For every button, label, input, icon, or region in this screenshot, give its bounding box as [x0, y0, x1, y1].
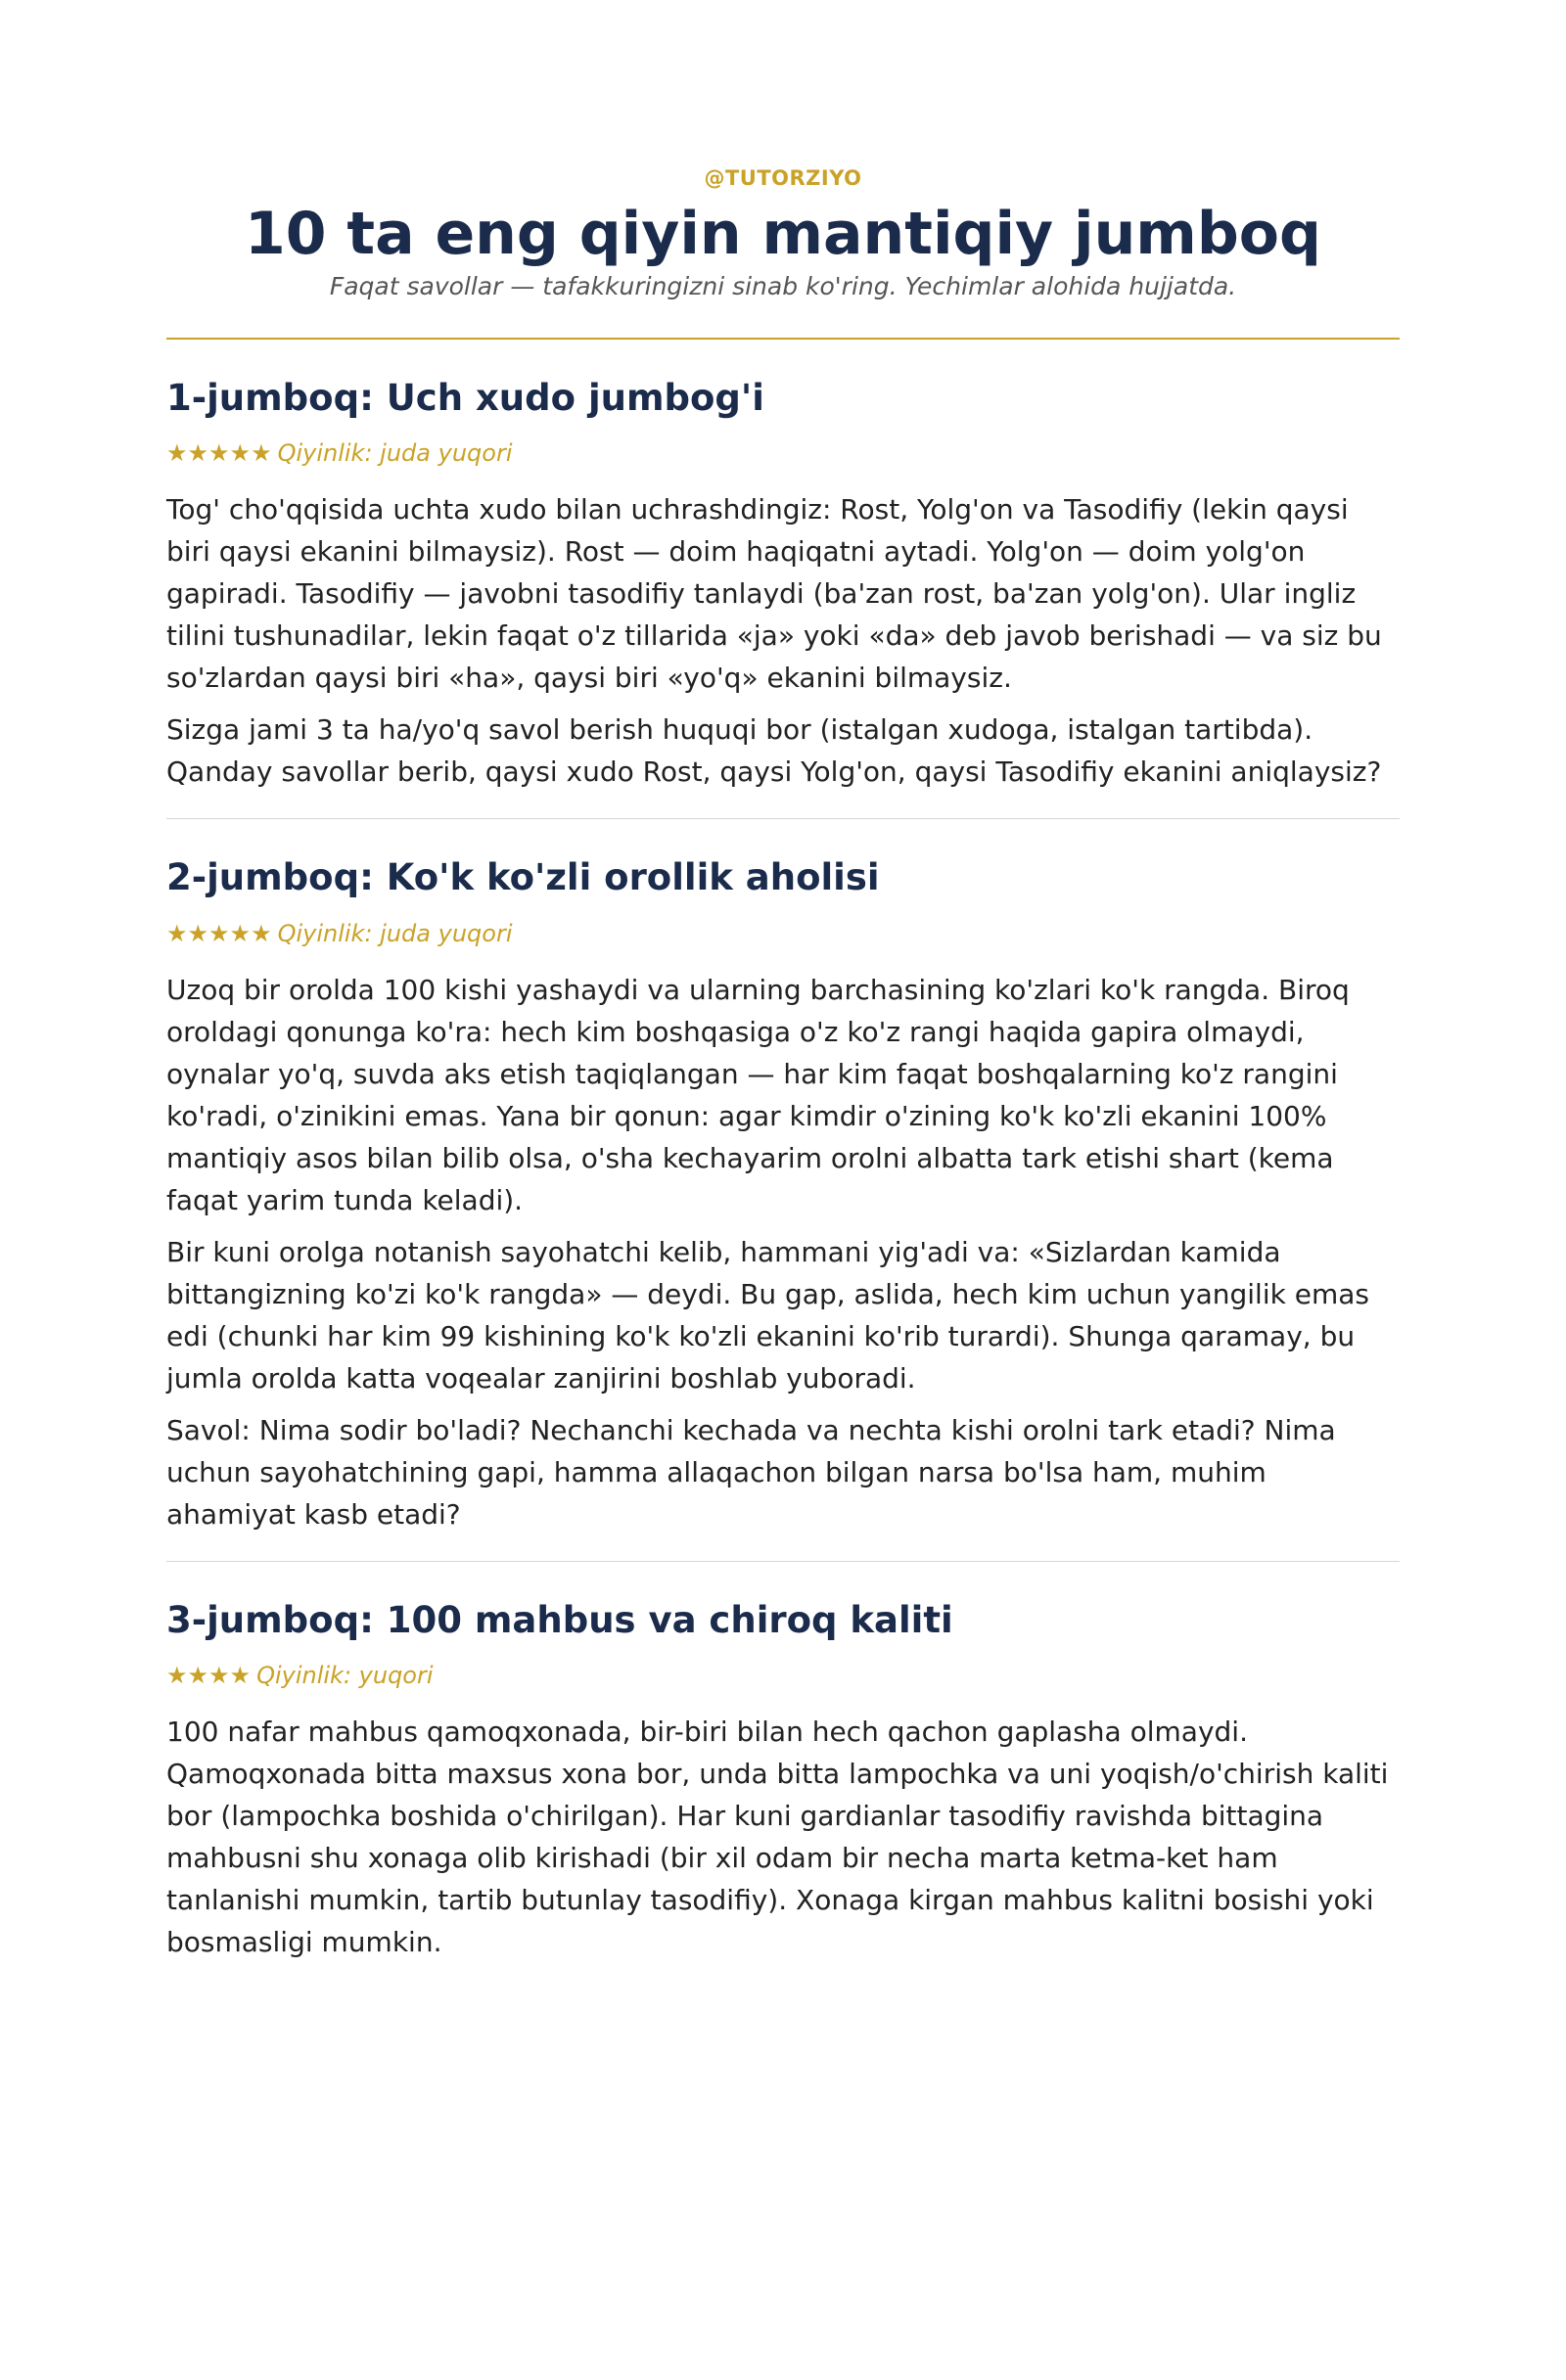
page-title: 10 ta eng qiyin mantiqiy jumboq: [245, 200, 1321, 268]
puzzle-paragraph: 100 nafar mahbus qamoqxonada, bir-biri bilan hech qachon gaplasha olmaydi. Qamoqxonada bitta maxsus xona bor, unda bitta lampochka va uni yoqish/o'chirish kaliti bor (lampochka boshida o'chirilgan). Har kuni gardianlar tasodifiy ravishda bittagina mahbusni shu xonaga olib kirishadi (bir xil odam bir necha marta ketma-ket ham tanlanishi mumkin, tartib butunlay tasodifiy). Xonaga kirgan mahbus kalitni bosishi yoki bosmasligi mumkin.: [166, 1716, 1389, 1959]
brand-handle: @TUTORZIYO: [704, 166, 862, 190]
difficulty-label: Qiyinlik: juda yuqori: [277, 439, 513, 468]
puzzle-title: 2-jumboq: Ko'k ko'zli orollik aholisi: [166, 856, 880, 899]
puzzle-title: 1-jumboq: Uch xudo jumbog'i: [166, 377, 764, 419]
puzzle-paragraph: Sizga jami 3 ta ha/yo'q savol berish huquqi bor (istalgan xudoga, istalgan tartibda). Qanday savollar berib, qaysi xudo Rost, qaysi Yolg'on, qaysi Tasodifiy ekanini aniqlaysiz?: [166, 713, 1382, 789]
document-page: [0, 166, 1566, 2380]
difficulty-rating: [166, 920, 1400, 947]
puzzle-paragraph: Tog' cho'qqisida uchta xudo bilan uchrashdingiz: Rost, Yolg'on va Tasodifiy (lekin qaysi biri qaysi ekanini bilmaysiz). Rost — doim haqiqatni aytadi. Yolg'on — doim yolg'on gapiradi. Tasodifiy — javobni tasodifiy tanlaydi (ba'zan rost, ba'zan yolg'on). Ular ingliz tilini tushunadilar, lekin faqat o'z tillarida «ja» yoki «da» deb javob berishadi — va siz bu so'zlardan qaysi biri «ha», qaysi biri «yo'q» ekanini bilmaysiz.: [166, 493, 1382, 695]
page-subtitle: Faqat savollar — tafakkuringizni sinab ko'ring. Yechimlar alohida hujjatda.: [329, 272, 1237, 300]
puzzle-paragraph: Uzoq bir orolda 100 kishi yashaydi va ularning barchasining ko'zlari ko'k rangda. Biroq oroldagi qonunga ko'ra: hech kim boshqasiga o'z ko'z rangi haqida gapira olmaydi, oynalar yo'q, suvda aks etish taqiqlangan — har kim faqat boshqalarning ko'z rangini ko'radi, o'zinikini emas. Yana bir qonun: agar kimdir o'zining ko'k ko'zli ekanini 100% mantiqiy asos bilan bilib olsa, o'sha kechayarim orolni albatta tark etishi shart (kema faqat yarim tunda keladi).: [166, 973, 1350, 1216]
star-rating-icon: ★★★★★: [166, 919, 272, 947]
star-rating-icon: ★★★★: [166, 1662, 252, 1690]
puzzle-paragraph: Bir kuni orolga notanish sayohatchi kelib, hammani yig'adi va: «Sizlardan kamida bittangizning ko'zi ko'k rangda» — deydi. Bu gap, aslida, hech kim uchun yangilik emas edi (chunki har kim 99 kishining ko'k ko'zli ekanini ko'rib turardi). Shunga qaramay, bu jumla orolda katta voqealar zanjirini boshlab yuboradi.: [166, 1235, 1369, 1395]
star-rating-icon: ★★★★★: [166, 439, 272, 468]
difficulty-label: Qiyinlik: yuqori: [256, 1662, 434, 1690]
difficulty-rating: [166, 439, 1400, 467]
puzzle-3: [166, 1562, 1400, 1963]
difficulty-label: Qiyinlik: juda yuqori: [277, 919, 513, 947]
puzzle-paragraph: Savol: Nima sodir bo'ladi? Nechanchi kechada va nechta kishi orolni tark etadi? Nima uchun sayohatchining gapi, hamma allaqachon bilgan narsa bo'lsa ham, muhim ahamiyat kasb etadi?: [166, 1413, 1336, 1531]
puzzle-1: [166, 340, 1400, 819]
puzzle-title: 3-jumboq: 100 mahbus va chiroq kaliti: [166, 1598, 953, 1641]
difficulty-rating: [166, 1662, 1400, 1689]
puzzle-2: [166, 819, 1400, 1561]
